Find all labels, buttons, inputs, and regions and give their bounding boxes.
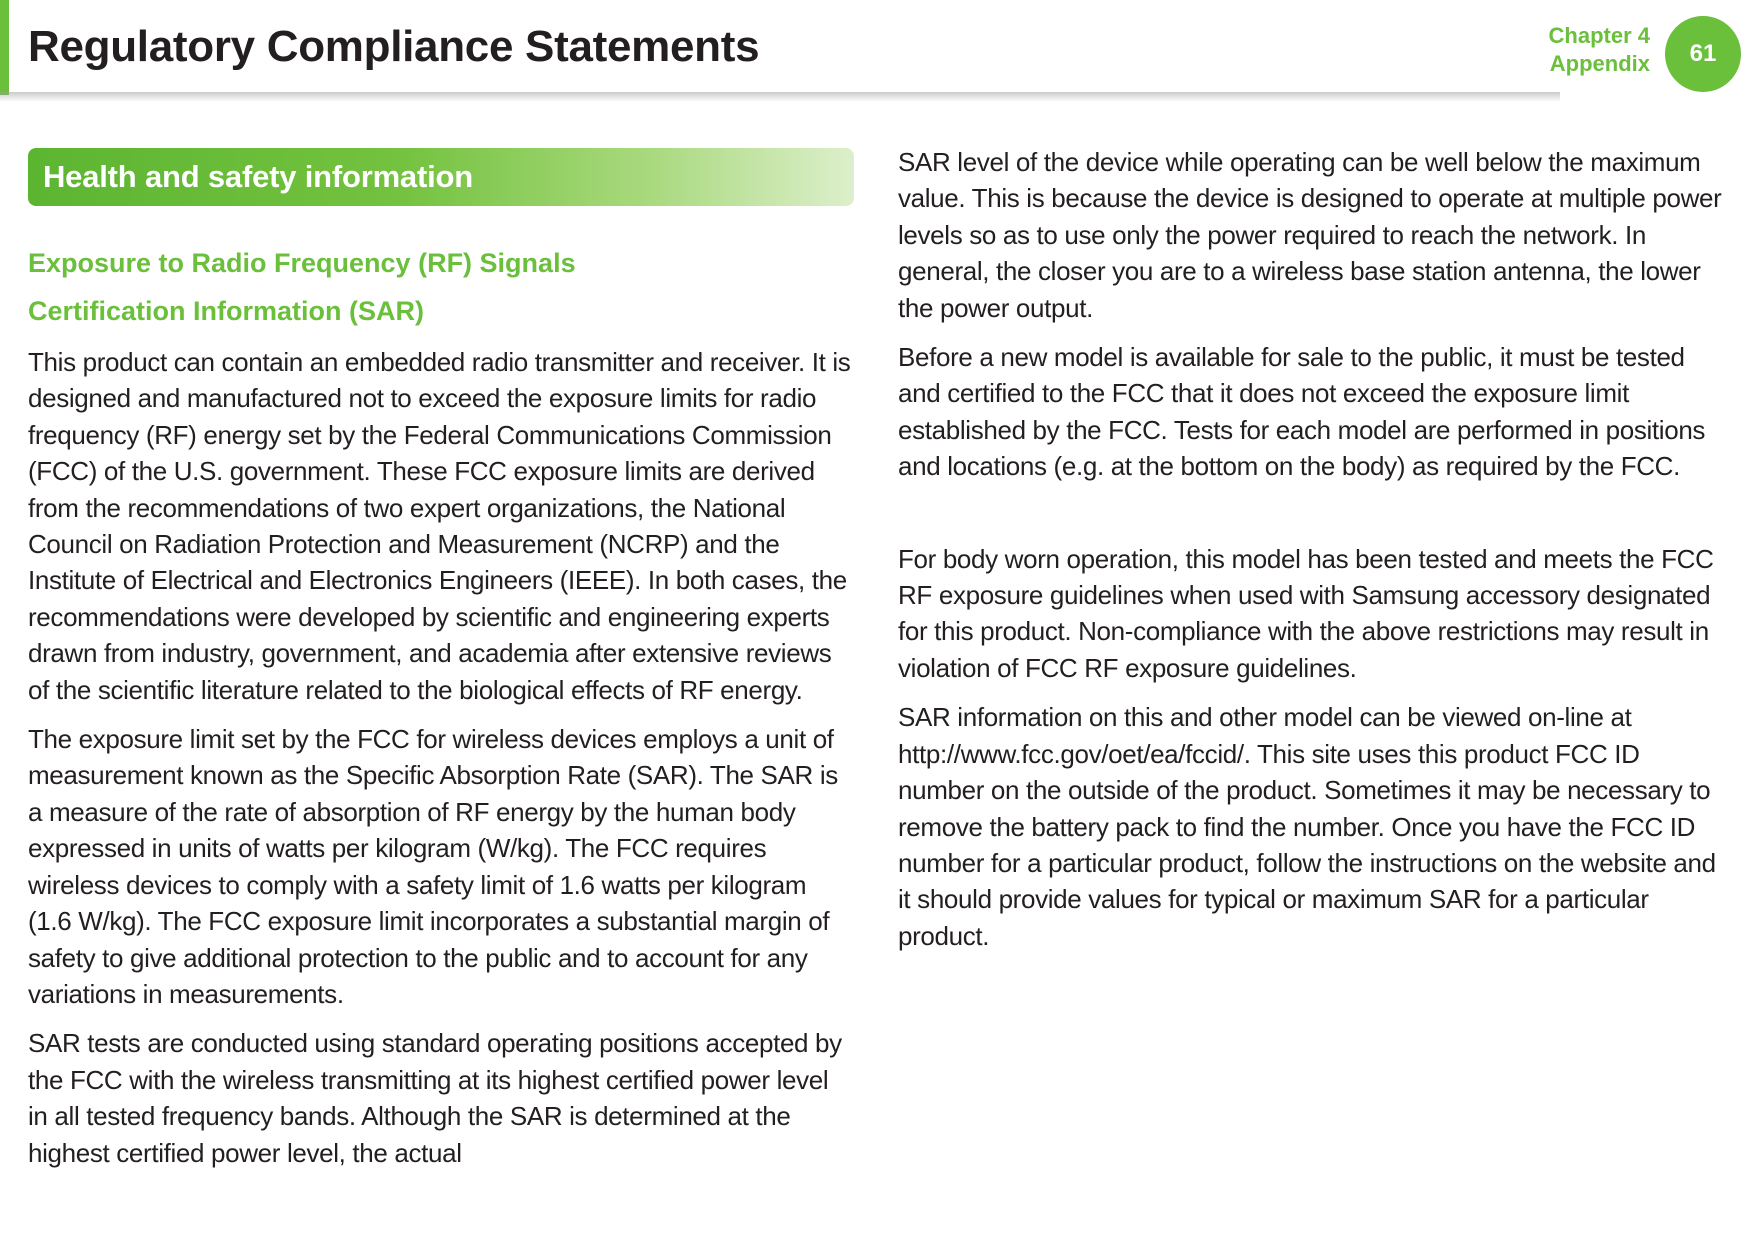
paragraph-sar-info-online: SAR information on this and other model can be viewed on-line at http://www.fcc.gov/oet/ea/fccid/. This site uses this product FCC ID number on the outside of the product. Sometimes it may be necessary to remove the battery pack to find the number. Once you have the FCC ID number for a particular product, follow the instructions on the website and it should provide values for typical or maximum SAR for a particular product.	[898, 702, 1716, 951]
header-divider	[0, 92, 1560, 102]
section-header-bar	[28, 148, 854, 206]
paragraph-sar-tests: SAR tests are conducted using standard operating positions accepted by the FCC with the wireless transmitting at its highest certified power level in all tested frequency bands. Although the SAR is determined at the highest certified power level, the actual	[28, 1028, 842, 1168]
chapter-section: Appendix	[1549, 51, 1650, 76]
left-column	[28, 148, 854, 1184]
section-title: Health and safety information	[43, 159, 473, 194]
page-title: Regulatory Compliance Statements	[28, 22, 760, 71]
subheading-sar: Certification Information (SAR)	[28, 296, 424, 326]
paragraph-body-worn: For body worn operation, this model has been tested and meets the FCC RF exposure guidelines when used with Samsung accessory designated for this product. Non-compliance with the above restrictions may result in violation of FCC RF exposure guidelines.	[898, 543, 1714, 683]
right-column	[898, 144, 1728, 967]
header-accent-bar	[0, 0, 9, 95]
paragraph-sar-level: SAR level of the device while operating can be well below the maximum value. This is because the device is designed to operate at multiple power levels so as to use only the power required to reach the network. In general, the closer you are to a wireless base station antenna, the lower the power output.	[898, 147, 1722, 323]
chapter-number: Chapter 4	[1548, 23, 1650, 48]
chapter-label	[1490, 22, 1650, 78]
paragraph-rf-transmitter: This product can contain an embedded radio transmitter and receiver. It is designed and manufactured not to exceed the exposure limits for radio frequency (RF) energy set by the Federal Communications Commission (FCC) of the U.S. government. These FCC exposure limits are derived from the recommendations of two expert organizations, the National Council on Radiation Protection and Measurement (NCRP) and the Institute of Electrical and Electronics Engineers (IEEE). In both cases, the recommendations were developed by scientific and engineering experts drawn from industry, government, and academia after extensive reviews of the scientific literature related to the biological effects of RF energy.	[28, 347, 851, 705]
paragraph-sar-definition: The exposure limit set by the FCC for wireless devices employs a unit of measurement known as the Specific Absorption Rate (SAR). The SAR is a measure of the rate of absorption of RF energy by the human body expressed in units of watts per kilogram (W/kg). The FCC requires wireless devices to comply with a safety limit of 1.6 watts per kilogram (1.6 W/kg). The FCC exposure limit incorporates a substantial margin of safety to give additional protection to the public and to account for any variations in measurements.	[28, 724, 838, 1009]
subheading-rf-exposure: Exposure to Radio Frequency (RF) Signals	[28, 248, 576, 278]
paragraph-fcc-certification: Before a new model is available for sale to the public, it must be tested and certified to the FCC that it does not exceed the exposure limit established by the FCC. Tests for each model are performed in positions and locations (e.g. at the bottom on the body) as required by the FCC.	[898, 342, 1706, 482]
page-number-badge: 61	[1665, 16, 1741, 92]
